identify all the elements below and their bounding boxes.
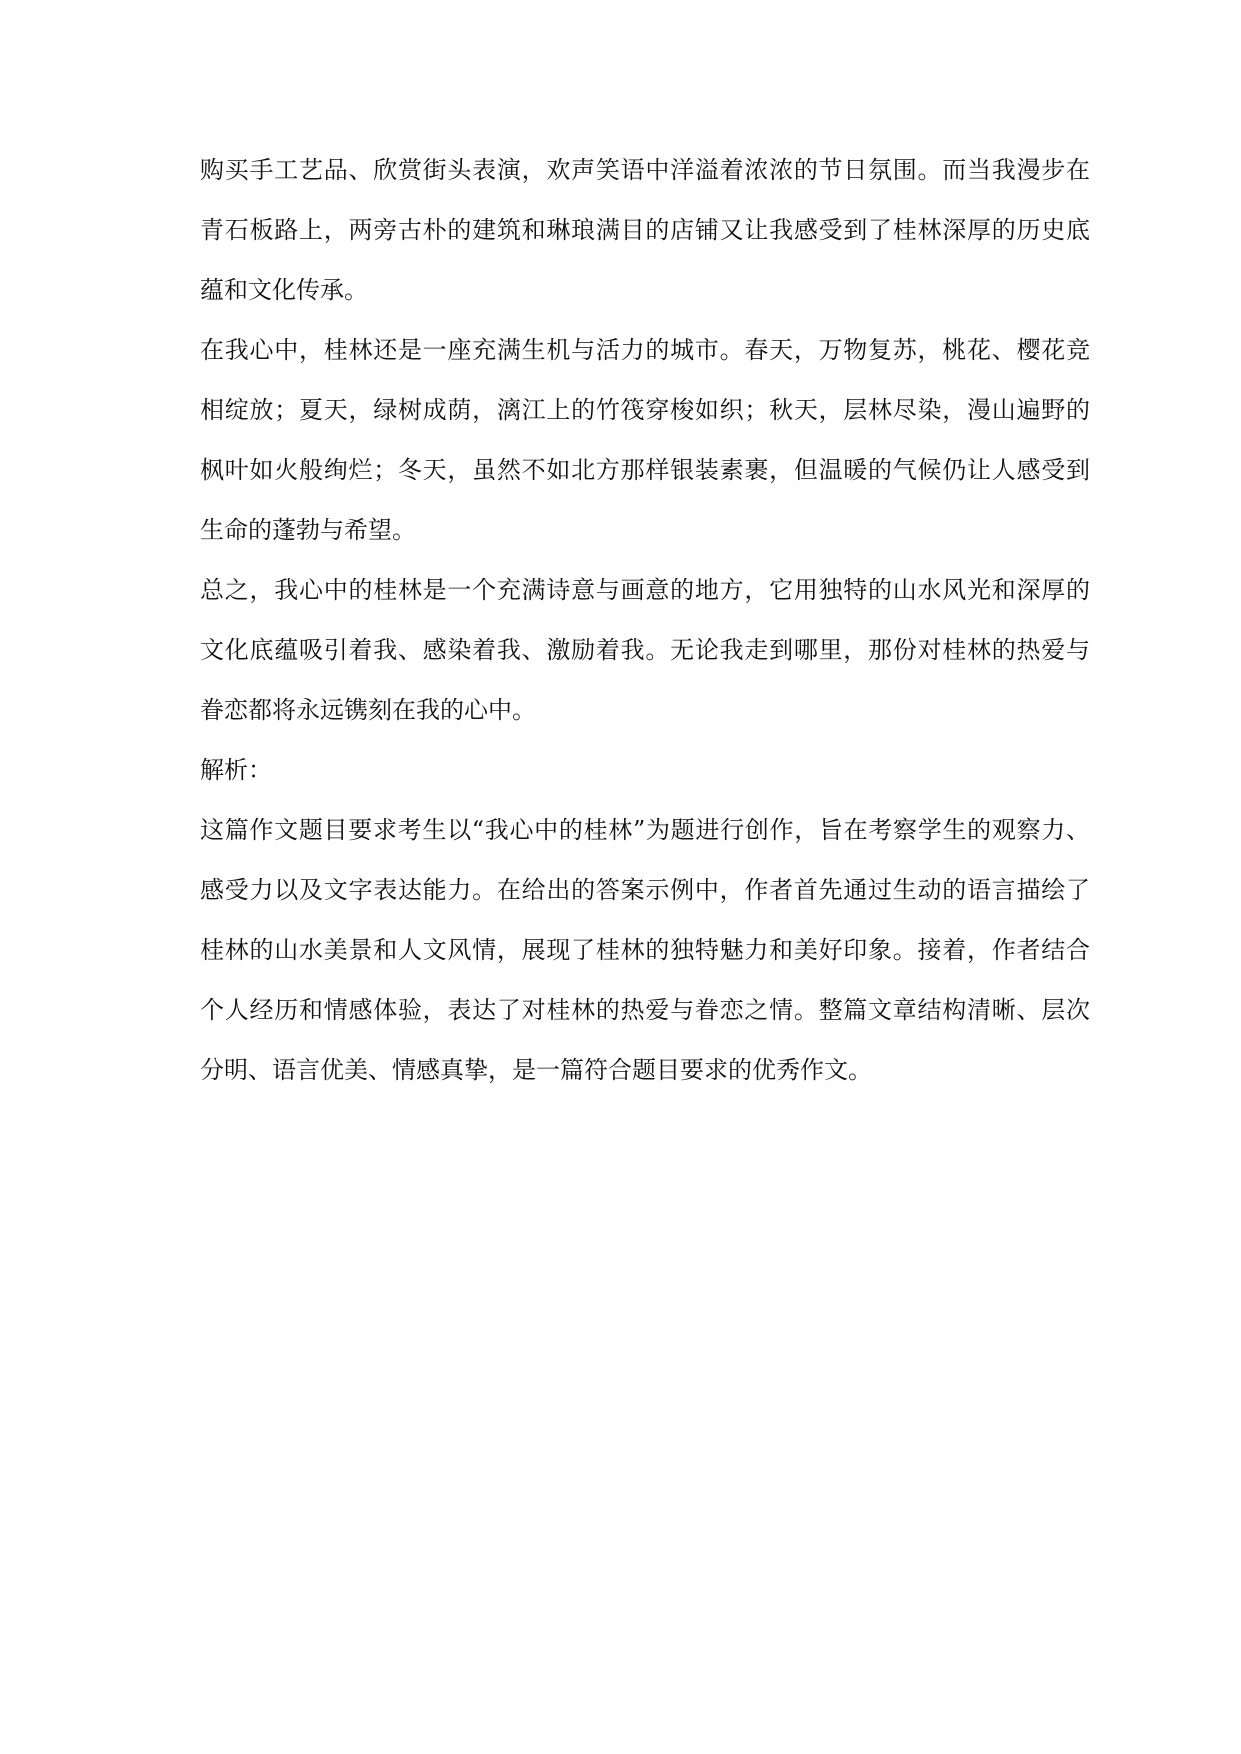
- paragraph-line: 这篇作文题目要求考生以“我心中的桂林”为题进行创作，旨在考察学生的观察力、: [200, 816, 1090, 844]
- paragraph-line: 分明、语言优美、情感真挚，是一篇符合题目要求的优秀作文。: [200, 1056, 872, 1084]
- paragraph-analysis: [200, 800, 1090, 1100]
- paragraph-line: 总之，我心中的桂林是一个充满诗意与画意的地方，它用独特的山水风光和深厚的: [200, 576, 1090, 604]
- paragraph-line: 个人经历和情感体验，表达了对桂林的热爱与眷恋之情。整篇文章结构清晰、层次: [200, 996, 1090, 1024]
- paragraph-line: 生命的蓬勃与希望。: [200, 516, 416, 544]
- paragraph-line: 购买手工艺品、欣赏街头表演，欢声笑语中洋溢着浓浓的节日氛围。而当我漫步在: [200, 156, 1090, 184]
- paragraph-line: 蕴和文化传承。: [200, 276, 368, 304]
- paragraph-line: 相绽放；夏天，绿树成荫，漓江上的竹筏穿梭如织；秋天，层林尽染，漫山遍野的: [200, 396, 1090, 424]
- paragraph-line: 感受力以及文字表达能力。在给出的答案示例中，作者首先通过生动的语言描绘了: [200, 876, 1090, 904]
- document-body: [200, 140, 1090, 1100]
- paragraph-festival: [200, 140, 1090, 320]
- analysis-heading: 解析：: [200, 756, 272, 784]
- paragraph-line: 文化底蕴吸引着我、感染着我、激励着我。无论我走到哪里，那份对桂林的热爱与: [200, 636, 1090, 664]
- paragraph-line: 在我心中，桂林还是一座充满生机与活力的城市。春天，万物复苏，桃花、樱花竞: [200, 336, 1090, 364]
- paragraph-line: 枫叶如火般绚烂；冬天，虽然不如北方那样银装素裹，但温暖的气候仍让人感受到: [200, 456, 1090, 484]
- paragraph-line: 桂林的山水美景和人文风情，展现了桂林的独特魅力和美好印象。接着，作者结合: [200, 936, 1090, 964]
- paragraph-conclusion: [200, 560, 1090, 740]
- paragraph-line: 青石板路上，两旁古朴的建筑和琳琅满目的店铺又让我感受到了桂林深厚的历史底: [200, 216, 1090, 244]
- paragraph-line: 眷恋都将永远镌刻在我的心中。: [200, 696, 536, 724]
- paragraph-seasons: [200, 320, 1090, 560]
